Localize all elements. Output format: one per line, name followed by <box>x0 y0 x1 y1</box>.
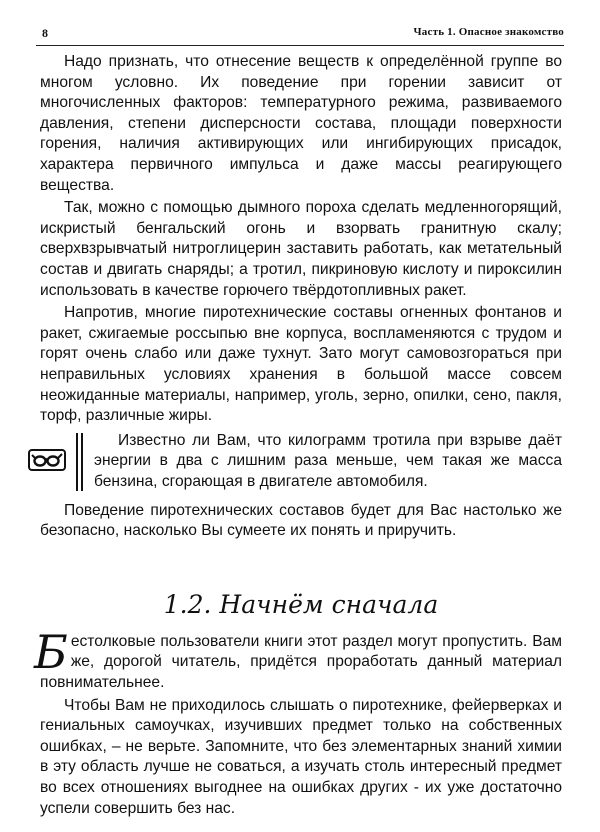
drop-cap: Б <box>34 624 68 679</box>
note-bar <box>76 433 78 491</box>
page-header <box>36 22 564 46</box>
paragraph-1: Надо признать, что отнесение веществ к определённой группе во многом условно. Их поведение при горении зависит от многочисленных факторов: температурного режима, развиваемого давления, степени дисперсности состава, площади поверхности горения, наличия активирующих или ингибирующих присадок, характера первичного импульса и даже массы реагирующего вещества. <box>40 53 562 194</box>
page-body <box>34 52 562 821</box>
note-bar <box>81 433 83 491</box>
section-first-paragraph-text: естолковые пользователи книги этот раздел могут пропустить. Вам же, дорогой читатель, придётся проработать данный материал повнимательнее. <box>40 632 562 692</box>
glasses-icon <box>28 449 66 471</box>
section-first-paragraph <box>34 624 562 694</box>
section-title: 1.2. Начнём сначала <box>163 589 439 619</box>
section-second-paragraph: Чтобы Вам не приходилось слышать о пиротехнике, фейерверках и гениальных самоучках, изучивших предмет только на собственных ошибках, – не верьте. Запомните, что без элементарных знаний химии в эту область лучше не соваться, а изучать столь интересный предмет во всех отношениях выгоднее на ошибках других - их уже достаточно успели совершить без нас. <box>40 696 562 817</box>
note-text: Известно ли Вам, что килограмм тротила при взрыве даёт энергии в два с лишним раза меньше, чем такая же масса бензина, сгорающая в двигателе автомобиля. <box>94 431 562 490</box>
page-number: 8 <box>42 26 48 40</box>
paragraph-4: Поведение пиротехнических составов будет для Вас настолько же безопасно, насколько Вы сумеете их понять и приручить. <box>40 501 562 540</box>
header-rule <box>36 45 564 46</box>
did-you-know-note <box>40 431 562 495</box>
paragraph-2: Так, можно с помощью дымного пороха сделать медленногорящий, искристый бенгальский огонь и взорвать гранитную скалу; сверхвзрывчатый нитроглицерин заставить работать, как метательный состав и двигать снаряды; а тротил, пикриновую кислоту и пироксилин использовать в качестве горючего твёрдотопливных ракет. <box>40 199 562 299</box>
paragraph-3: Напротив, многие пиротехнические составы огненных фонтанов и ракет, сжигаемые россыпью вне корпуса, воспламеняются с трудом и горят очень слабо или даже тухнут. Зато могут самовозгораться при неправильных условиях хранения в большой массе совсем неожиданные материалы, например, уголь, зерно, опилки, сено, пакля, торф, различные жиры. <box>40 304 562 425</box>
running-title: Часть 1. Опасное знакомство <box>413 26 564 38</box>
